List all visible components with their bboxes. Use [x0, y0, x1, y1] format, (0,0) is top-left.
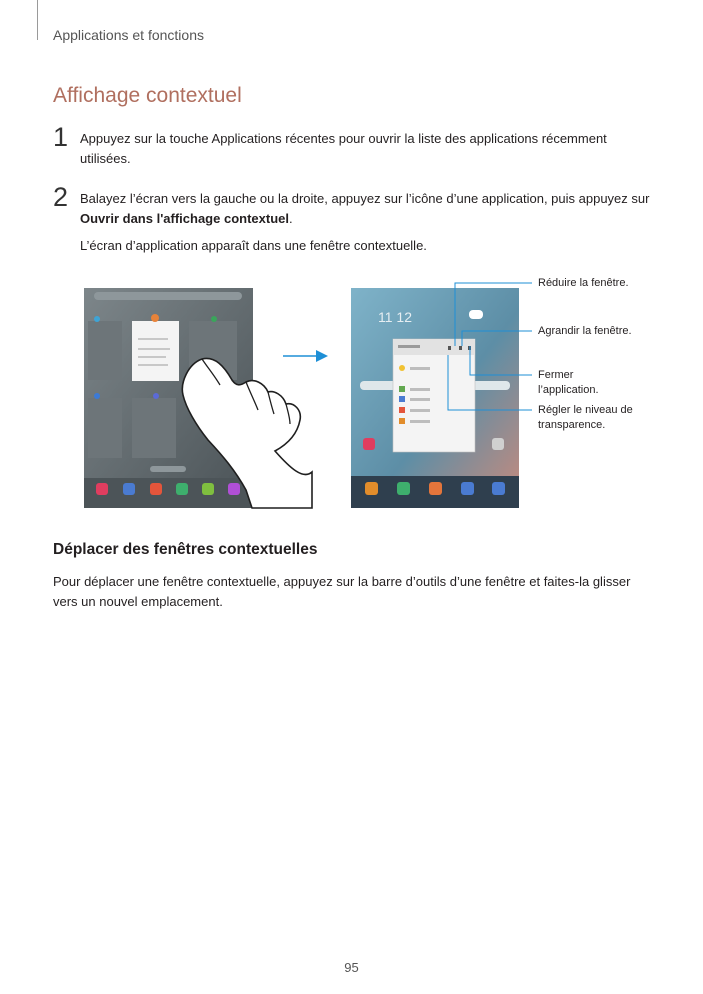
section-header: Applications et fonctions — [53, 27, 204, 43]
page-number: 95 — [344, 960, 359, 975]
step-2-text-after: . — [288, 211, 293, 226]
step-1-text: Appuyez sur la touche Applications récentes pour ouvrir la liste des applications récemment utilisées. — [80, 131, 607, 166]
step-2-number: 2 — [53, 182, 69, 212]
step-2-text-before: Balayez l’écran vers la gauche ou la droite, appuyez sur l’icône d’une application, puis appuyez sur — [80, 191, 650, 206]
subheading: Déplacer des fenêtres contextuelles — [53, 541, 318, 558]
body-paragraph: Pour déplacer une fenêtre contextuelle, appuyez sur la barre d’outils d’une fenêtre et faites-la glisser vers un nouvel emplacement. — [53, 574, 631, 609]
right-tablet-screen — [351, 288, 519, 508]
page-title: Affichage contextuel — [53, 84, 242, 107]
callout-transparency: Régler le niveau de transparence. — [538, 404, 633, 431]
step-2-note: L’écran d’application apparaît dans une fenêtre contextuelle. — [80, 238, 427, 253]
callout-reduce: Réduire la fenêtre. — [538, 277, 629, 289]
svg-text:11 12: 11 12 — [378, 309, 412, 325]
callout-enlarge: Agrandir la fenêtre. — [538, 325, 632, 337]
callout-close: Fermer l’application. — [538, 369, 599, 396]
arrow-right-icon — [283, 350, 328, 362]
step-2-bold-action: Ouvrir dans l'affichage contextuel — [80, 211, 289, 226]
step-1-number: 1 — [53, 122, 69, 152]
